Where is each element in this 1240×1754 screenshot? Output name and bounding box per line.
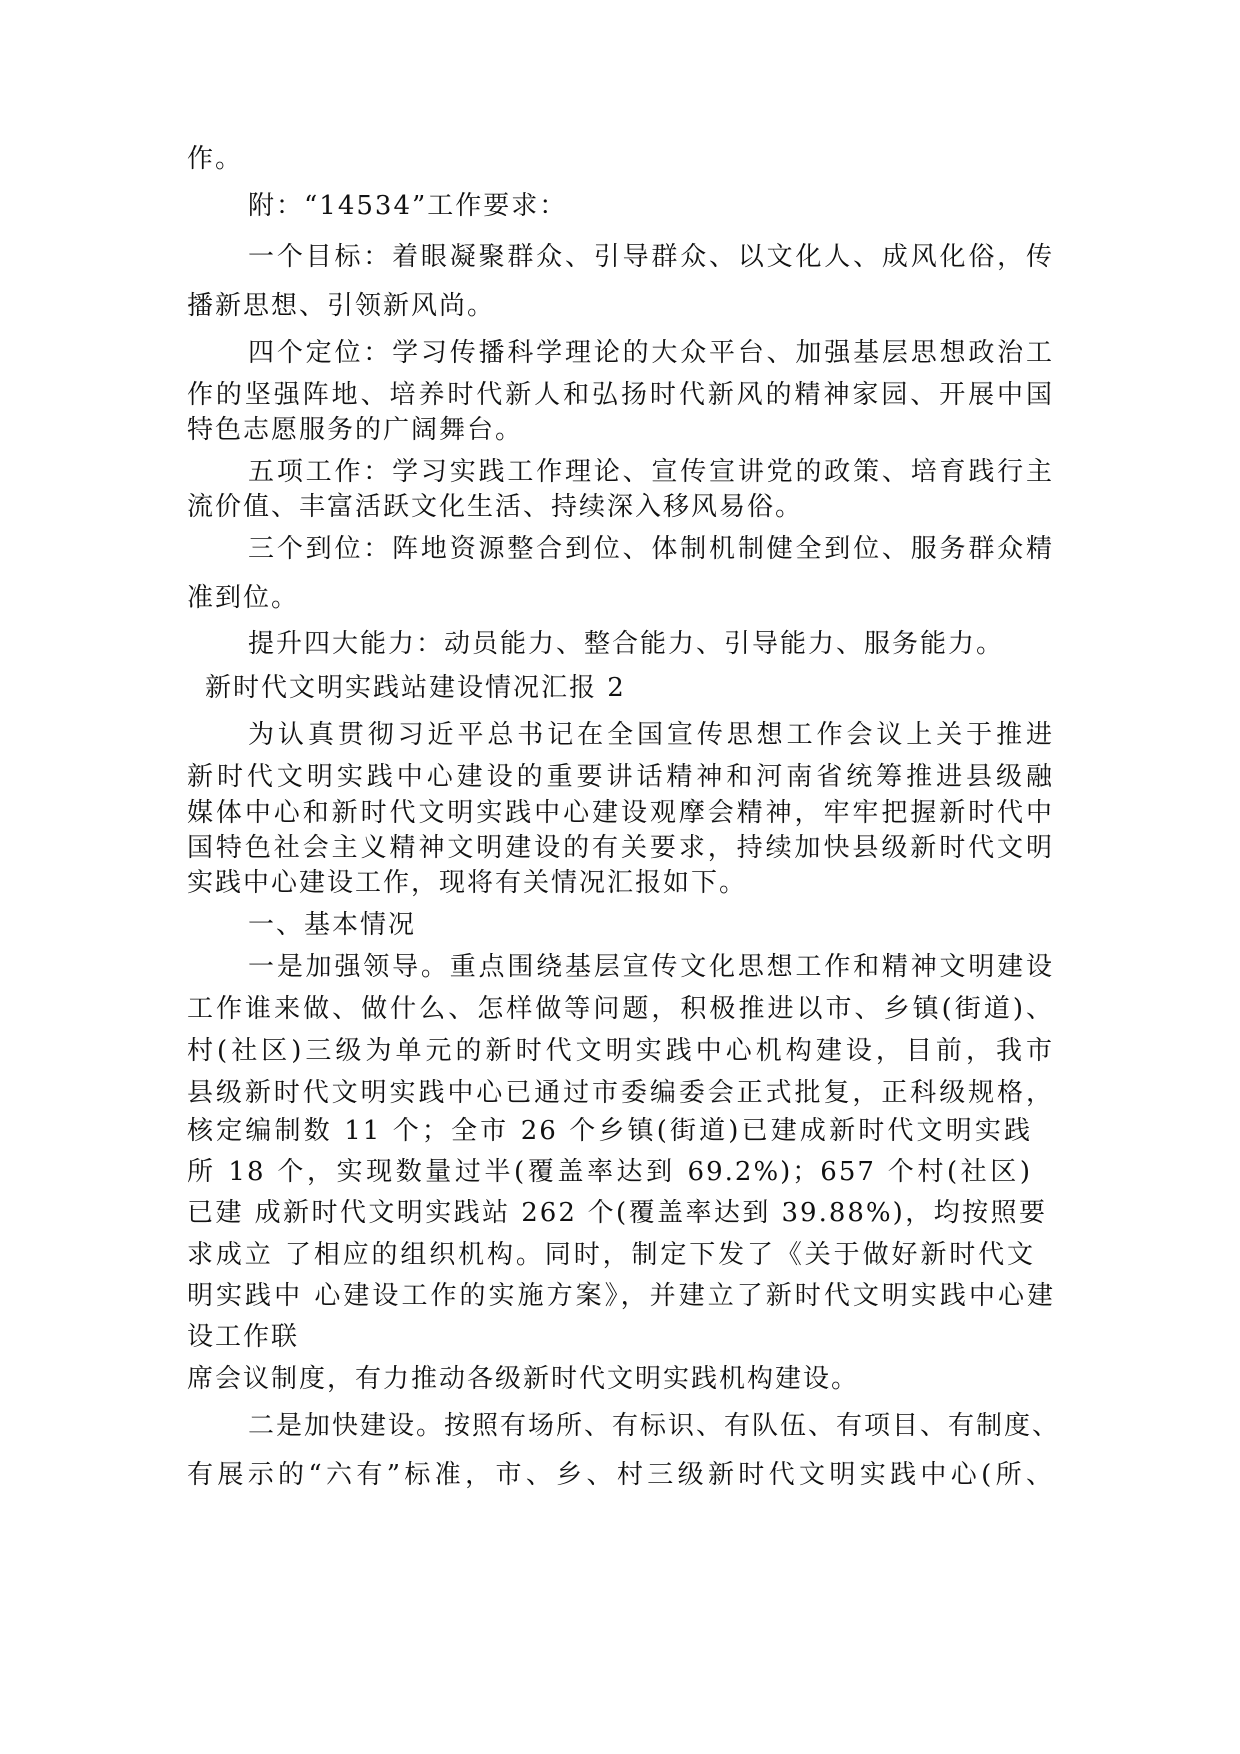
text-line: 新时代文明实践中心建设的重要讲话精神和河南省统筹推进县级融 <box>187 762 1054 792</box>
text-line: 特色志愿服务的广阔舞台。 <box>187 415 524 445</box>
text-line: 准到位。 <box>187 583 300 613</box>
text-line: 设工作联 <box>187 1322 300 1352</box>
text-line: 所 18 个，实现数量过半(覆盖率达到 69.2%)；657 个村(社区) <box>187 1157 1032 1187</box>
text-line: 为认真贯彻习近平总书记在全国宣传思想工作会议上关于推进 <box>248 720 1054 750</box>
text-line: 席会议制度，有力推动各级新时代文明实践机构建设。 <box>187 1364 860 1394</box>
text-line: 核定编制数 11 个；全市 26 个乡镇(街道)已建成新时代文明实践 <box>187 1116 1032 1146</box>
text-line: 五项工作：学习实践工作理论、宣传宣讲党的政策、培育践行主 <box>248 457 1054 487</box>
text-line: 村(社区)三级为单元的新时代文明实践中心机构建设，目前，我市 <box>187 1036 1054 1066</box>
text-line: 二是加快建设。按照有场所、有标识、有队伍、有项目、有制度、 <box>248 1411 1061 1441</box>
text-line: 明实践中 心建设工作的实施方案》，并建立了新时代文明实践中心建 <box>187 1281 1055 1311</box>
text-line: 作的坚强阵地、培养时代新人和弘扬时代新风的精神家园、开展中国 <box>187 380 1054 410</box>
text-line: 一个目标：着眼凝聚群众、引导群众、以文化人、成风化俗，传 <box>248 242 1054 272</box>
text-line: 提升四大能力：动员能力、整合能力、引导能力、服务能力。 <box>248 629 1005 659</box>
text-line: 播新思想、引领新风尚。 <box>187 291 496 321</box>
text-line: 县级新时代文明实践中心已通过市委编委会正式批复，正科级规格， <box>187 1078 1054 1108</box>
section-heading: 新时代文明实践站建设情况汇报 2 <box>205 673 626 703</box>
text-line: 作。 <box>187 144 244 174</box>
text-line: 求成立 了相应的组织机构。同时，制定下发了《关于做好新时代文 <box>187 1240 1035 1270</box>
text-line: 三个到位：阵地资源整合到位、体制机制健全到位、服务群众精 <box>248 534 1054 564</box>
text-line: 工作谁来做、做什么、怎样做等问题，积极推进以市、乡镇(街道)、 <box>187 994 1054 1024</box>
subsection-heading: 一、基本情况 <box>248 910 417 940</box>
text-line: 国特色社会主义精神文明建设的有关要求，持续加快县级新时代文明 <box>187 833 1054 863</box>
text-line: 媒体中心和新时代文明实践中心建设观摩会精神，牢牢把握新时代中 <box>187 798 1054 828</box>
text-line: 附：“14534”工作要求： <box>248 191 568 221</box>
text-line: 实践中心建设工作，现将有关情况汇报如下。 <box>187 868 748 898</box>
text-line: 四个定位：学习传播科学理论的大众平台、加强基层思想政治工 <box>248 338 1054 368</box>
text-line: 有展示的“六有”标准，市、乡、村三级新时代文明实践中心(所、 <box>187 1460 1054 1490</box>
text-line: 已建 成新时代文明实践站 262 个(覆盖率达到 39.88%)，均按照要 <box>187 1198 1047 1228</box>
text-line: 一是加强领导。重点围绕基层宣传文化思想工作和精神文明建设 <box>248 952 1054 982</box>
text-line: 流价值、丰富活跃文化生活、持续深入移风易俗。 <box>187 492 804 522</box>
